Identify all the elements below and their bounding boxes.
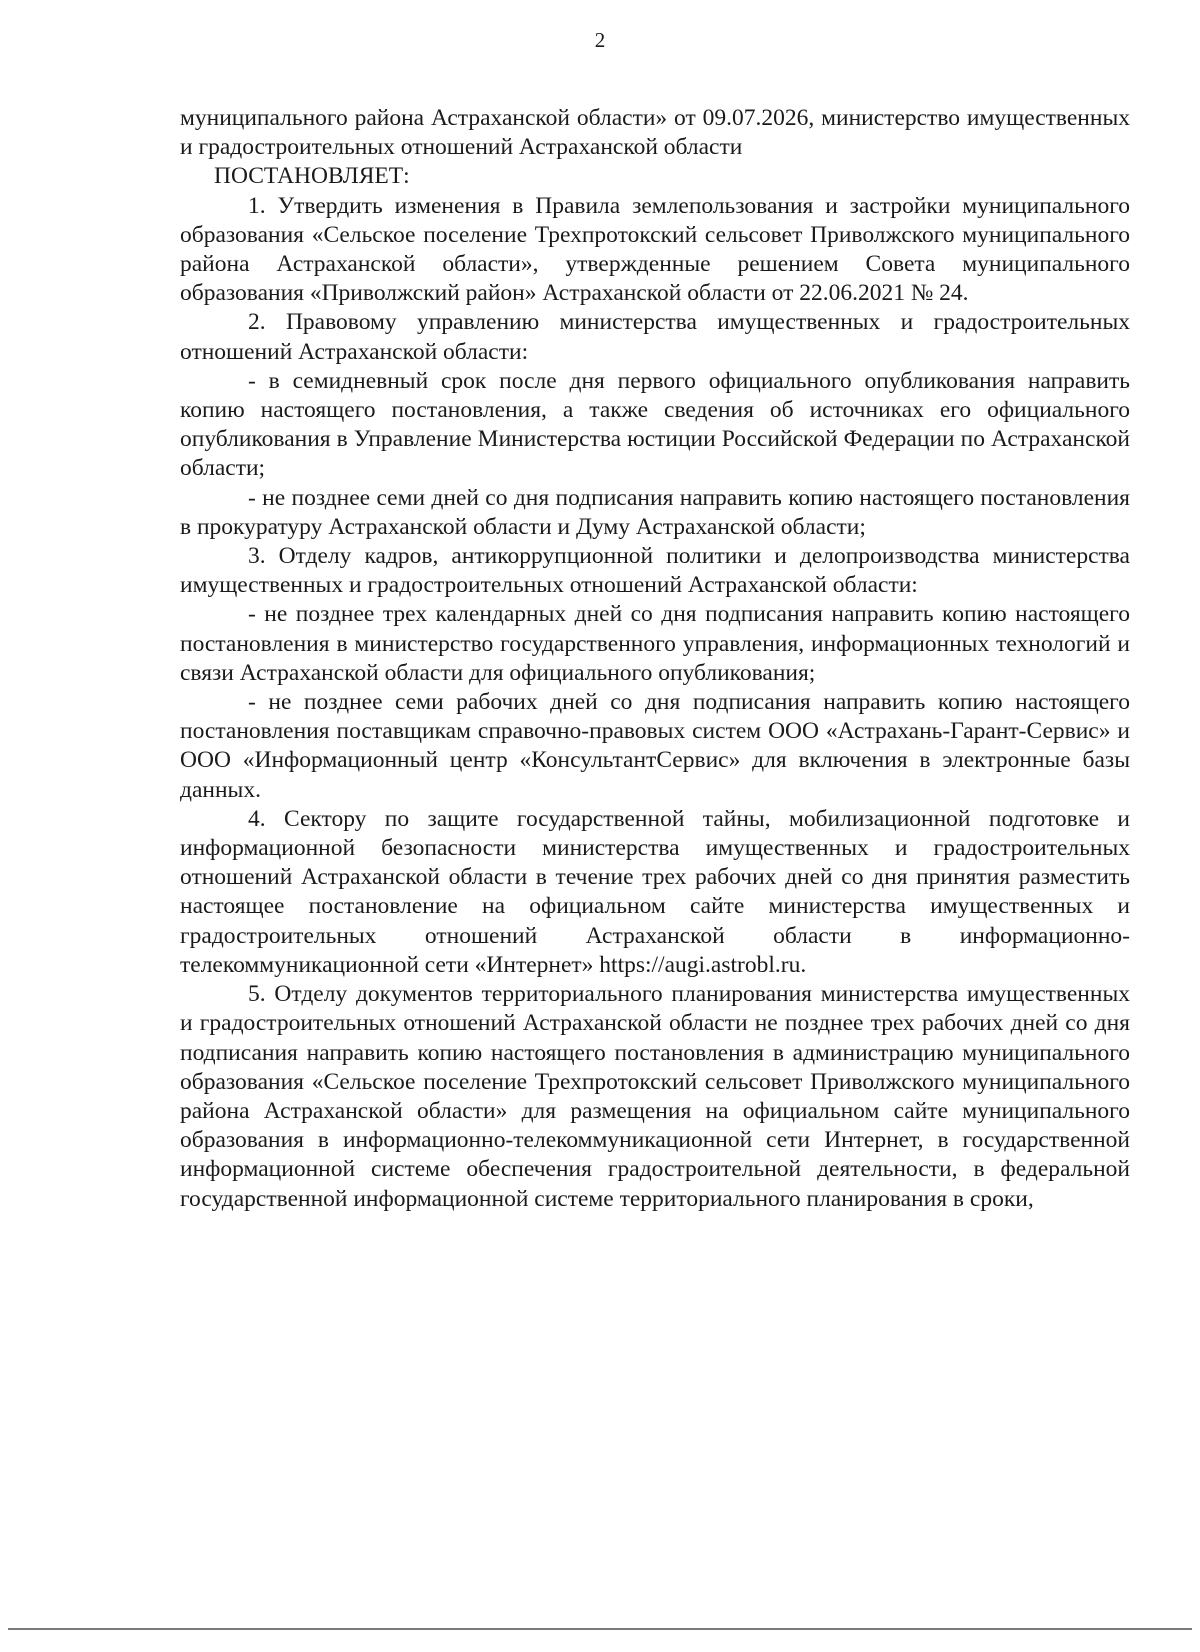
paragraph-item-2-bullet-2: - не позднее семи дней со дня подписания направить копию настоящего постановления в прокуратуру Астраханской области и Думу Астраханской области;: [180, 484, 1130, 540]
scan-bottom-edge: [8, 1628, 1192, 1630]
paragraph-item-3-bullet-2: - не позднее семи рабочих дней со дня подписания направить копию настоящего постановления поставщикам справочно-правовых систем ООО «Астрахань-Гарант-Сервис» и ООО «Информационный центр «КонсультантСервис» для включения в электронные базы данных.: [180, 689, 1130, 803]
paragraph-item-4: 4. Сектору по защите государственной тайны, мобилизационной подготовке и информационной безопасности министерства имущественных и градостроительных отношений Астраханской области в течение трех рабочих дней со дня принятия разместить настоящее постановление на официальном сайте министерства имущественных и градостроительных отношений Астраханской области в информационно-телекоммуникационной сети «Интернет» https://augi.astrobl.ru.: [180, 805, 1130, 978]
paragraph-item-2-bullet-1: - в семидневный срок после дня первого официального опубликования направить копию настоящего постановления, а также сведения об источниках его официального опубликования в Управление Министерства юстиции Российской Федерации по Астраханской области;: [180, 367, 1130, 482]
paragraph-item-5: 5. Отделу документов территориального планирования министерства имущественных и градостроительных отношений Астраханской области не позднее трех рабочих дней со дня подписания направить копию настоящего постановления в администрацию муниципального образования «Сельское поселение Трехпротокский сельсовет Приволжского муниципального района Астраханской области» для размещения на официальном сайте муниципального образования в информационно-телекоммуникационной сети Интернет, в государственной информационной системе обеспечения градостроительной деятельности, в федеральной государственной информационной системе территориального планирования в сроки,: [180, 981, 1130, 1212]
page-number: 2: [594, 28, 606, 52]
decree-heading: ПОСТАНОВЛЯЕТ:: [214, 163, 410, 190]
paragraph-item-3-bullet-1: - не позднее трех календарных дней со дня подписания направить копию настоящего постановления в министерство государственного управления, информационных технологий и связи Астраханской области для официального опубликования;: [180, 601, 1130, 686]
paragraph-continuation: муниципального района Астраханской области» от 09.07.2026, министерство имущественных и градостроительных отношений Астраханской области: [180, 105, 1130, 161]
document-body: [180, 104, 1130, 1214]
paragraph-item-3: 3. Отделу кадров, антикоррупционной политики и делопроизводства министерства имущественных и градостроительных отношений Астраханской области:: [180, 543, 1130, 599]
paragraph-item-1: 1. Утвердить изменения в Правила землепользования и застройки муниципального образования «Сельское поселение Трехпротокский сельсовет Приволжского муниципального района Астраханской области», утвержденные решением Совета муниципального образования «Приволжский район» Астраханской области от 22.06.2021 № 24.: [180, 192, 1130, 307]
paragraph-item-2: 2. Правовому управлению министерства имущественных и градостроительных отношений Астраханской области:: [180, 309, 1130, 365]
